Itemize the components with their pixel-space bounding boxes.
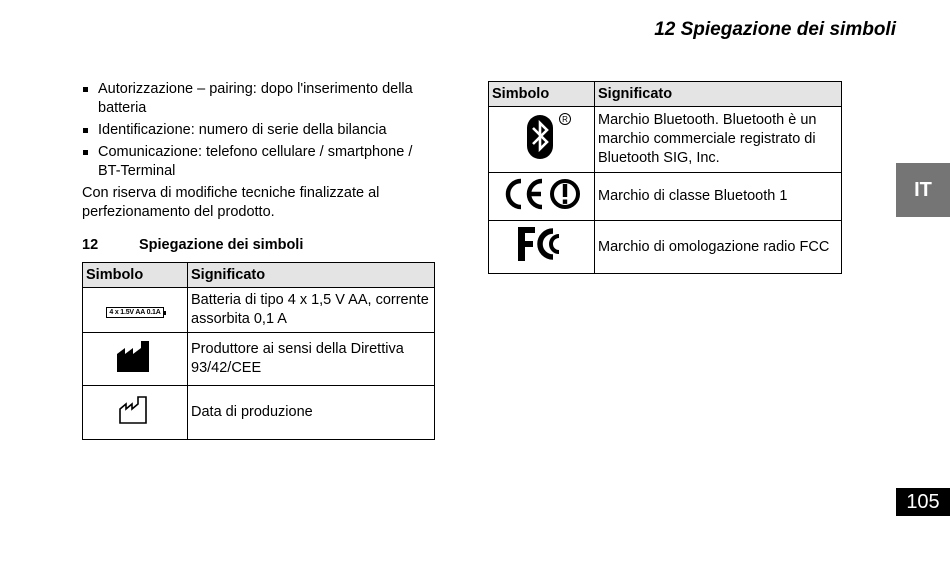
symbol-cell [83,288,188,333]
list-item: Identificazione: numero di serie della bilancia [82,121,437,140]
table-row [489,221,842,274]
column-header-symbol: Simbolo [489,82,595,107]
list-item: Comunicazione: telefono cellulare / smartphone / BT-Terminal [82,143,437,181]
page-number: 105 [896,488,950,516]
battery-rating-icon: 4 x 1.5V AA 0.1A [106,307,163,318]
table-row [489,173,842,221]
symbol-cell [83,386,188,440]
symbol-cell [83,333,188,386]
column-header-meaning: Significato [595,82,842,107]
table-header-row [83,263,435,288]
bullet-list [82,80,437,181]
symbols-table-right [488,81,842,274]
meaning-cell: Marchio Bluetooth. Bluetooth è un marchio commerciale registrato di Bluetooth SIG, Inc. [595,107,842,173]
list-item: Autorizzazione – pairing: dopo l'inserimento della batteria [82,80,437,118]
language-tab: IT [896,163,950,217]
table-row [489,107,842,173]
table-row [83,386,435,440]
svg-text:R: R [561,114,568,124]
symbol-cell [489,221,595,274]
meaning-cell: Data di produzione [188,386,435,440]
paragraph: Con riserva di modifiche tecniche finalizzate al perfezionamento del prodotto. [82,185,380,220]
column-header-symbol: Simbolo [83,263,188,288]
ce-alert-icon [501,175,583,213]
production-date-icon [118,395,152,425]
section-title: Spiegazione dei simboli [139,237,304,253]
page-header-title: 12 Spiegazione dei simboli [654,19,896,40]
left-column [82,80,437,255]
meaning-cell: Marchio di classe Bluetooth 1 [595,173,842,221]
meaning-cell: Produttore ai sensi della Direttiva 93/42/CEE [188,333,435,386]
table-row [83,288,435,333]
meaning-cell: Marchio di omologazione radio FCC [595,221,842,274]
table-header-row [489,82,842,107]
column-header-meaning: Significato [188,263,435,288]
section-number: 12 [82,237,99,253]
bluetooth-icon [512,111,572,163]
manufacturer-icon [116,339,154,373]
meaning-cell: Batteria di tipo 4 x 1,5 V AA, corrente assorbita 0,1 A [188,288,435,333]
section-heading [82,236,437,255]
fcc-icon [515,224,569,264]
symbol-cell [489,173,595,221]
table-row [83,333,435,386]
symbol-cell [489,107,595,173]
symbols-table-left [82,262,435,440]
